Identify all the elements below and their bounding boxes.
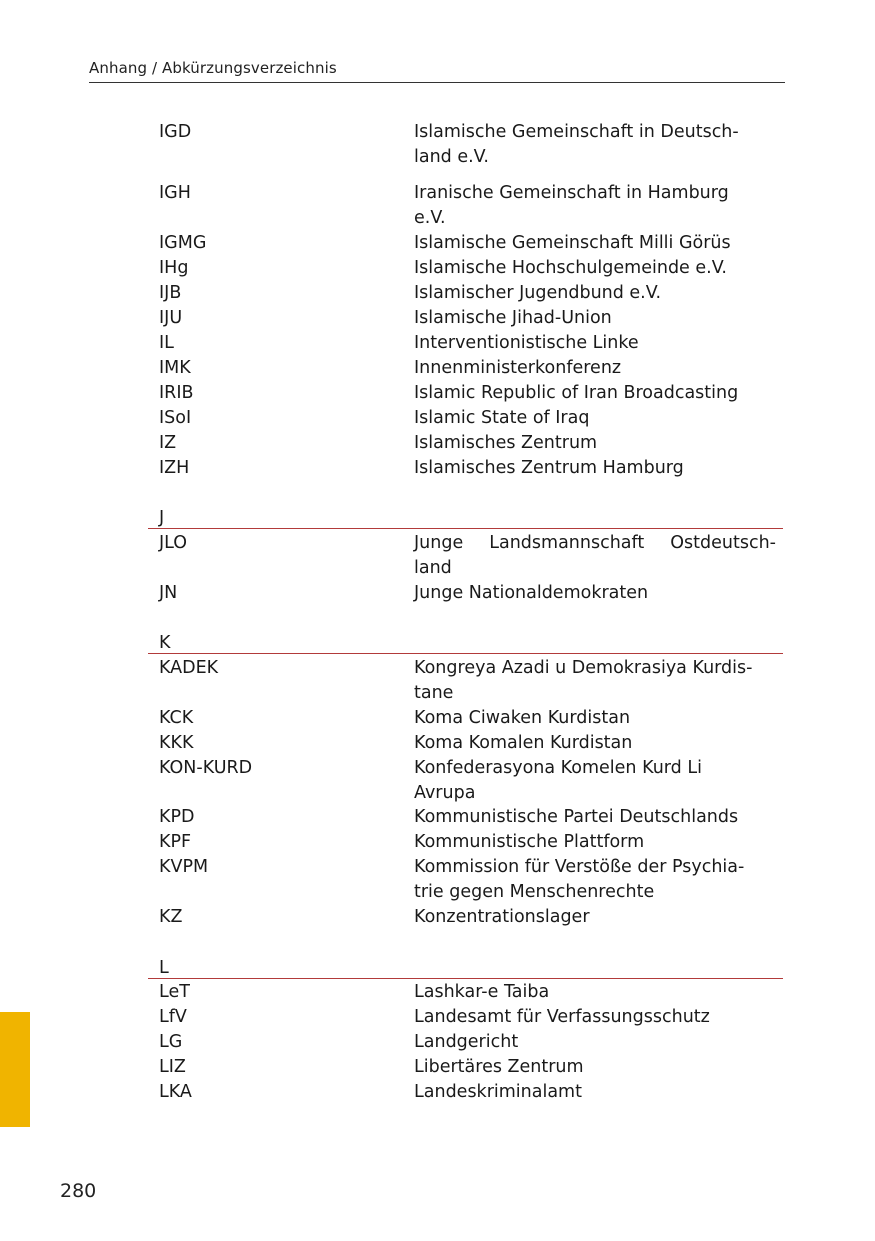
entry-abbreviation: LKA: [159, 1082, 192, 1102]
section-rule: [148, 978, 783, 979]
entry-description: Islamische Hochschulgemeinde e.V.: [414, 258, 727, 278]
entry-description: Kommunistische Plattform: [414, 832, 645, 852]
entry-abbreviation: IGMG: [159, 233, 207, 253]
entry-description: Innenministerkonferenz: [414, 358, 622, 378]
entry-abbreviation: KADEK: [159, 658, 219, 678]
page-number: 280: [60, 1180, 97, 1202]
entry-abbreviation: KZ: [159, 907, 183, 927]
running-title: Anhang / Abkürzungsverzeichnis: [89, 59, 337, 77]
entry-abbreviation: IZ: [159, 433, 177, 453]
entry-abbreviation: LeT: [159, 982, 190, 1002]
entry-description: Islamic State of Iraq: [414, 408, 590, 428]
entry-abbreviation: IJU: [159, 308, 183, 328]
entry-abbreviation: LG: [159, 1032, 183, 1052]
entry-abbreviation: KPD: [159, 807, 195, 827]
entry-description: Iranische Gemeinschaft in Hamburg e.V.: [414, 183, 729, 228]
entry-abbreviation: ISoI: [159, 408, 192, 428]
entry-abbreviation: JLO: [159, 533, 188, 553]
entry-description: Islamische Gemeinschaft Milli Görüs: [414, 233, 731, 253]
entry-abbreviation: KKK: [159, 733, 194, 753]
entry-description: Konfederasyona Komelen Kurd Li Avrupa: [414, 758, 702, 803]
entry-abbreviation: KPF: [159, 832, 192, 852]
entry-description: Kommission für Verstöße der Psychia- trie gegen Menschenrechte: [414, 857, 745, 902]
entry-abbreviation: IGH: [159, 183, 191, 203]
entry-description: Kongreya Azadi u Demokrasiya Kurdis- tane: [414, 658, 753, 703]
entry-abbreviation: IMK: [159, 358, 191, 378]
entry-abbreviation: KVPM: [159, 857, 209, 877]
entry-abbreviation: LfV: [159, 1007, 187, 1027]
entry-description: Islamische Gemeinschaft in Deutsch- land e.V.: [414, 122, 739, 167]
entry-description: Islamischer Jugendbund e.V.: [414, 283, 662, 303]
entry-description: Kommunistische Partei Deutschlands: [414, 807, 739, 827]
entry-abbreviation: JN: [159, 583, 178, 603]
section-letter-l: L: [159, 958, 169, 978]
entry-description: Landesamt für Verfassungsschutz: [414, 1007, 710, 1027]
entry-description: Landgericht: [414, 1032, 519, 1052]
entry-abbreviation: IHg: [159, 258, 189, 278]
section-rule: [148, 528, 783, 529]
entry-description: Islamisches Zentrum Hamburg: [414, 458, 684, 478]
header-rule: [89, 82, 785, 83]
entry-description: Landeskriminalamt: [414, 1082, 582, 1102]
entry-description: Koma Ciwaken Kurdistan: [414, 708, 631, 728]
entry-description: Islamic Republic of Iran Broadcasting: [414, 383, 739, 403]
entry-abbreviation: LIZ: [159, 1057, 186, 1077]
entry-abbreviation: IJB: [159, 283, 182, 303]
entry-abbreviation: KCK: [159, 708, 194, 728]
section-letter-k: K: [159, 633, 171, 653]
entry-abbreviation: IRIB: [159, 383, 194, 403]
section-rule: [148, 653, 783, 654]
entry-abbreviation: KON-KURD: [159, 758, 253, 778]
entry-abbreviation: IZH: [159, 458, 190, 478]
entry-description: Islamisches Zentrum: [414, 433, 598, 453]
chapter-thumb-tab: [0, 1012, 30, 1127]
entry-description-line: land: [414, 558, 452, 578]
entry-description: Junge Nationaldemokraten: [414, 583, 649, 603]
entry-description: Islamische Jihad-Union: [414, 308, 612, 328]
entry-description: Libertäres Zentrum: [414, 1057, 584, 1077]
entry-description: Interventionistische Linke: [414, 333, 639, 353]
entry-description-line: Junge Landsmannschaft Ostdeutsch-: [414, 533, 776, 553]
entry-description: Konzentrationslager: [414, 907, 590, 927]
entry-abbreviation: IGD: [159, 122, 192, 142]
section-letter-j: J: [159, 508, 165, 528]
entry-abbreviation: IL: [159, 333, 174, 353]
entry-description: Koma Komalen Kurdistan: [414, 733, 633, 753]
entry-description: Lashkar-e Taiba: [414, 982, 550, 1002]
